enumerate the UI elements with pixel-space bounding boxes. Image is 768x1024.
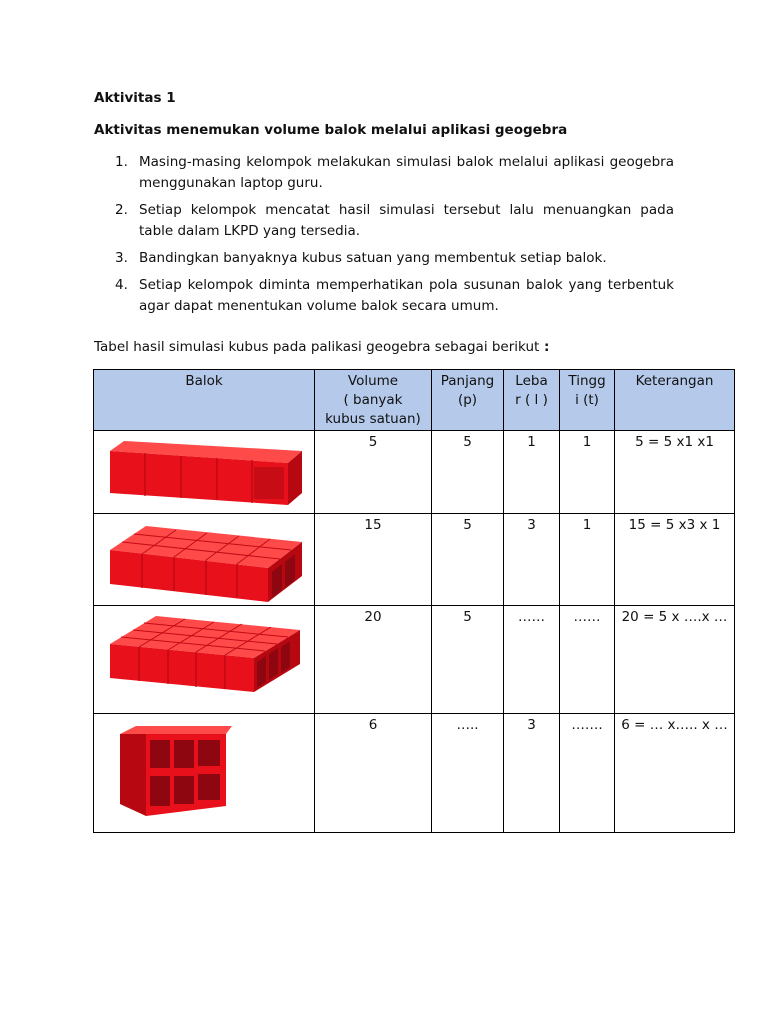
volume-cell: 20 [315,606,432,714]
panjang-cell: ….. [432,714,504,833]
table-row [94,714,735,833]
keterangan-cell: 20 = 5 x ….x … [615,606,735,714]
list-item [94,275,674,317]
list-number: 3. [115,250,128,266]
header-volume: Volume ( banyak kubus satuan) [315,370,432,431]
list-item [94,200,674,242]
block-1x3x2-image [116,724,234,818]
header-lebar: Leba r ( l ) [504,370,560,431]
volume-cell: 15 [315,514,432,606]
list-text: Masing-masing kelompok melakukan simulasi balok melalui aplikasi geogebra menggunakan laptop guru. [139,154,674,191]
table-header-row [94,370,735,431]
activity-subheading: Aktivitas menemukan volume balok melalui aplikasi geogebra [94,122,568,138]
balok-image-cell [94,714,315,833]
block-5x4x1-image [104,612,304,696]
lebar-cell: 3 [504,514,560,606]
table-row [94,606,735,714]
keterangan-cell: 15 = 5 x3 x 1 [615,514,735,606]
panjang-cell: 5 [432,606,504,714]
panjang-cell: 5 [432,514,504,606]
volume-cell: 6 [315,714,432,833]
tinggi-cell: …… [560,606,615,714]
lebar-cell: 1 [504,431,560,514]
lebar-cell: …… [504,606,560,714]
simulation-table [93,369,735,833]
table-intro-colon: : [539,339,550,355]
block-5x1x1-image [104,437,304,509]
list-number: 4. [115,277,128,293]
list-number: 1. [115,154,128,170]
tinggi-cell: ……. [560,714,615,833]
volume-cell: 5 [315,431,432,514]
steps-list [94,152,674,323]
tinggi-cell: 1 [560,431,615,514]
lebar-cell: 3 [504,714,560,833]
keterangan-cell: 5 = 5 x1 x1 [615,431,735,514]
table-row [94,431,735,514]
tinggi-cell: 1 [560,514,615,606]
panjang-cell: 5 [432,431,504,514]
header-balok: Balok [94,370,315,431]
header-tinggi: Tingg i (t) [560,370,615,431]
list-text: Bandingkan banyaknya kubus satuan yang membentuk setiap balok. [139,250,607,266]
table-intro [94,339,549,355]
table-row [94,514,735,606]
list-text: Setiap kelompok mencatat hasil simulasi tersebut lalu menuangkan pada table dalam LKPD yang tersedia. [139,202,674,239]
header-panjang: Panjang (p) [432,370,504,431]
list-text: Setiap kelompok diminta memperhatikan pola susunan balok yang terbentuk agar dapat menentukan volume balok secara umum. [139,277,674,314]
keterangan-cell: 6 = … x….. x … [615,714,735,833]
activity-heading: Aktivitas 1 [94,90,176,106]
list-item [94,248,674,269]
table-intro-text: Tabel hasil simulasi kubus pada palikasi geogebra sebagai berikut [94,339,540,355]
list-item [94,152,674,194]
balok-image-cell [94,431,315,514]
balok-image-cell [94,606,315,714]
block-5x3x1-image [104,520,304,604]
header-keterangan: Keterangan [615,370,735,431]
list-number: 2. [115,202,128,218]
balok-image-cell [94,514,315,606]
